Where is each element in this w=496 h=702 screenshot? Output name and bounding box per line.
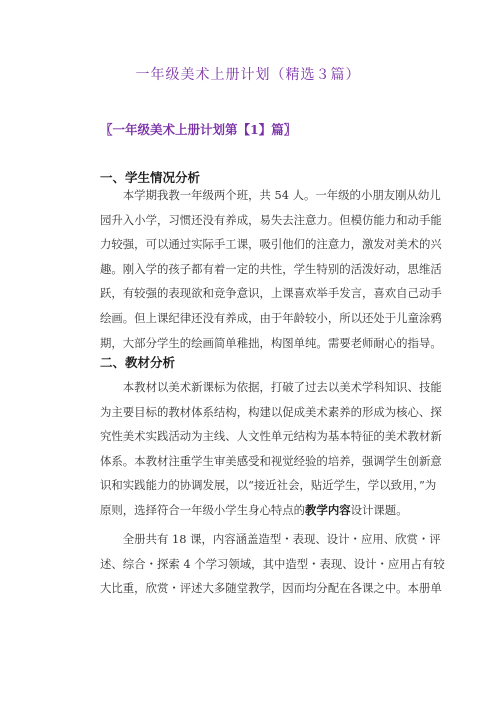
text-line: 本学期我教一年级两个班，共 54 人。一年级的小朋友刚从幼儿 (100, 188, 441, 202)
text-line: 绘画。但上课纪律还没有养成，由于年龄较小，所以还处于儿童涂鸦 (100, 310, 442, 325)
text-line: 力较强，可以通过实际手工课，吸引他们的注意力，激发对美术的兴 (100, 237, 442, 252)
document-title: 一年级美术上册计划（精选３篇） (135, 67, 361, 83)
text-line: 究性美术实践活动为主线、人文性单元结构为基本特征的美术教材新 (100, 429, 442, 444)
heading-student-analysis: 一、学生情况分析 (100, 170, 201, 185)
bold-keyword: 教学内容 (305, 502, 351, 517)
text-line: 识和实践能力的协调发展，以“接近社会，贴近学生，学以致用，”为 (100, 478, 437, 493)
text-line: 述、综合・探索 4 个学习领域，其中造型・表现、设计・应用占有较 (100, 556, 445, 571)
paragraph-student-analysis (100, 183, 442, 355)
text-line: 为主要目标的教材体系结构，构建以促成美术素养的形成为核心、探 (100, 404, 442, 419)
text-fragment: 设计课题。 (350, 502, 408, 517)
text-line: 本教材以美术新课标为依据，打破了过去以美术学科知识、技能 (100, 380, 442, 394)
section-title: 〖一年级美术上册计划第【1】篇〗 (100, 122, 297, 137)
text-line: 大比重，欣赏・评述大多随堂教学，因而均分配在各课之中。本册单 (100, 581, 442, 596)
text-line (100, 498, 408, 523)
text-line: 跃，有较强的表现欲和竞争意识，上课喜欢举手发言，喜欢自己动手 (100, 286, 442, 301)
text-line: 全册共有 18 课，内容涵盖造型・表现、设计・应用、欣赏・评 (100, 532, 441, 546)
text-line: 体系。本教材注重学生审美感受和视觉经验的培养，强调学生创新意 (100, 453, 442, 468)
heading-textbook-analysis: 二、教材分析 (100, 355, 176, 370)
text-line: 园升入小学，习惯还没有养成，易失去注意力。但模仿能力和动手能 (100, 212, 442, 227)
paragraph-textbook-analysis (100, 375, 442, 523)
text-line: 趣。刚入学的孩子都有着一定的共性，学生特别的活泼好动，思维活 (100, 261, 442, 276)
text-fragment: 原则，选择符合一年级小学生身心特点的 (100, 502, 306, 517)
text-line: 期，大部分学生的绘画简单稚拙，构图单纯。需要老师耐心的指导。 (100, 335, 442, 350)
paragraph-course-contents (100, 527, 445, 601)
